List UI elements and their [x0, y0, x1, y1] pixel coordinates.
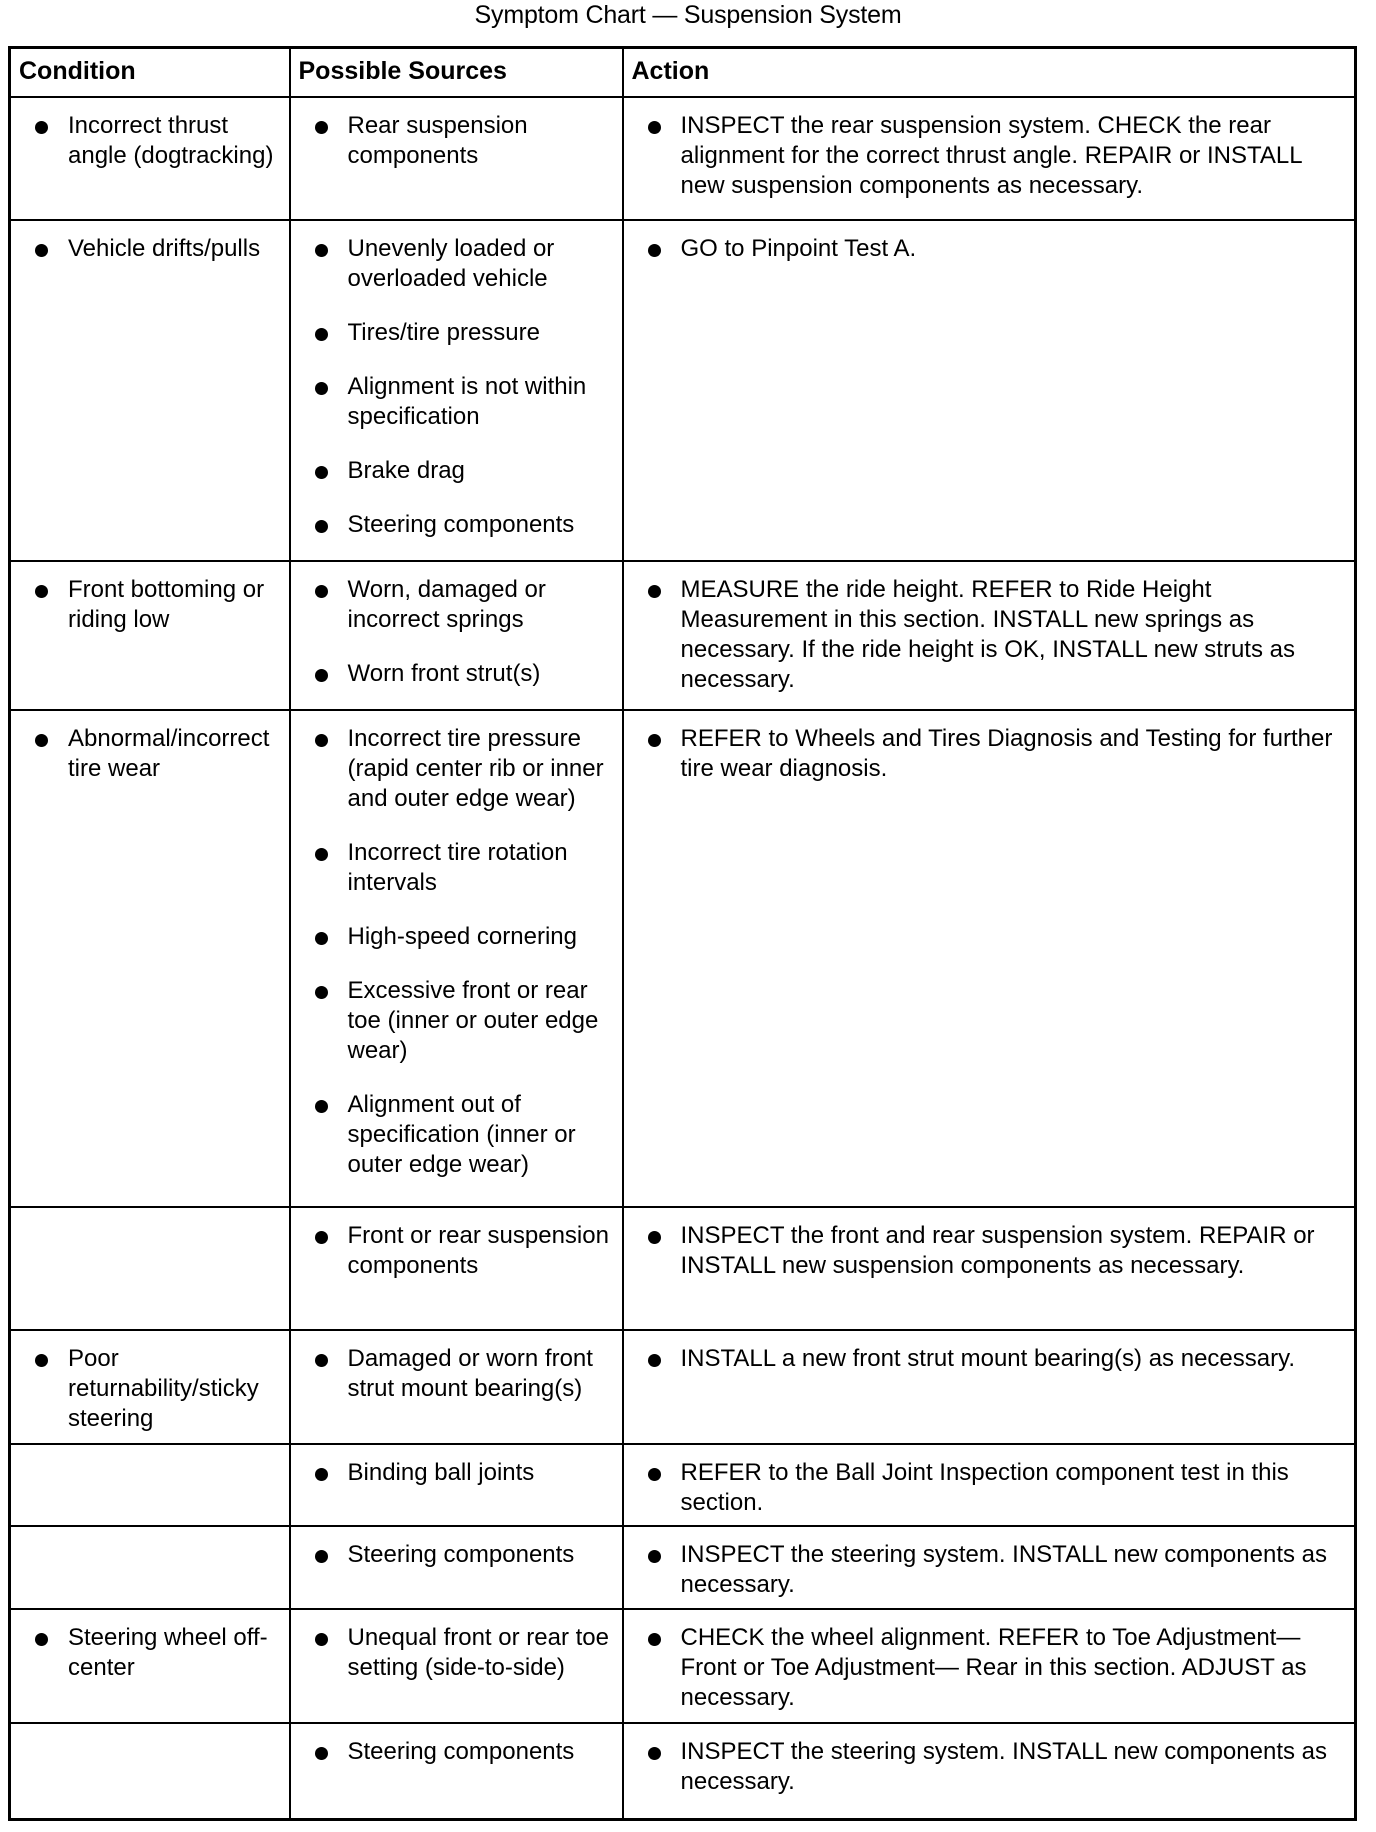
action-item: MEASURE the ride height. REFER to Ride Height Measurement in this section. INSTALL new springs as necessary. If the ride height is OK, INSTALL new struts as necessary. [624, 575, 1351, 695]
condition-item: Incorrect thrust angle (dogtracking) [11, 111, 285, 171]
action-list [624, 724, 1351, 784]
condition-list [11, 234, 285, 264]
condition-cell [10, 1723, 290, 1819]
condition-cell [10, 710, 290, 1207]
action-cell [623, 1526, 1356, 1609]
source-item: Worn, damaged or incorrect springs [291, 575, 618, 635]
condition-cell [10, 1330, 290, 1444]
possible-sources-list [291, 1737, 618, 1767]
condition-cell [10, 1207, 290, 1329]
source-item: High-speed cornering [291, 922, 618, 952]
source-item: Alignment out of specification (inner or outer edge wear) [291, 1090, 618, 1180]
action-cell [623, 1609, 1356, 1723]
condition-list [11, 1344, 285, 1434]
condition-cell [10, 1609, 290, 1723]
action-cell [623, 710, 1356, 1207]
action-item: INSPECT the steering system. INSTALL new components as necessary. [624, 1540, 1351, 1600]
condition-item: Vehicle drifts/pulls [11, 234, 285, 264]
possible-sources-list [291, 234, 618, 540]
condition-item: Poor returnability/sticky steering [11, 1344, 285, 1434]
action-list [624, 1737, 1351, 1797]
symptom-chart-table [8, 46, 1357, 1821]
source-item: Rear suspension components [291, 111, 618, 171]
action-cell [623, 1330, 1356, 1444]
possible-sources-list [291, 1623, 618, 1683]
action-cell [623, 1444, 1356, 1527]
table-row [10, 1330, 1356, 1444]
action-list [624, 1540, 1351, 1600]
action-cell [623, 561, 1356, 711]
action-list [624, 575, 1351, 695]
source-item: Binding ball joints [291, 1458, 618, 1488]
source-item: Steering components [291, 1737, 618, 1767]
action-item: CHECK the wheel alignment. REFER to Toe Adjustment—Front or Toe Adjustment— Rear in this section. ADJUST as necessary. [624, 1623, 1351, 1713]
source-item: Worn front strut(s) [291, 659, 618, 689]
source-item: Incorrect tire rotation intervals [291, 838, 618, 898]
header-action: Action [623, 48, 1356, 98]
condition-cell [10, 1526, 290, 1609]
possible-sources-list [291, 575, 618, 689]
header-possible-sources: Possible Sources [290, 48, 623, 98]
source-item: Damaged or worn front strut mount bearing(s) [291, 1344, 618, 1404]
possible-sources-list [291, 1344, 618, 1404]
possible-sources-list [291, 111, 618, 171]
table-row [10, 97, 1356, 220]
table-row [10, 1609, 1356, 1723]
condition-list [11, 724, 285, 784]
action-list [624, 234, 1351, 264]
table-row [10, 1723, 1356, 1819]
action-list [624, 1458, 1351, 1518]
condition-item: Front bottoming or riding low [11, 575, 285, 635]
condition-item: Abnormal/incorrect tire wear [11, 724, 285, 784]
source-item: Incorrect tire pressure (rapid center rib or inner and outer edge wear) [291, 724, 618, 814]
action-cell [623, 220, 1356, 560]
header-condition: Condition [10, 48, 290, 98]
possible-sources-cell [290, 1723, 623, 1819]
condition-cell [10, 220, 290, 560]
possible-sources-cell [290, 1609, 623, 1723]
action-list [624, 111, 1351, 201]
source-item: Brake drag [291, 456, 618, 486]
action-item: GO to Pinpoint Test A. [624, 234, 1351, 264]
source-item: Front or rear suspension components [291, 1221, 618, 1281]
source-item: Steering components [291, 510, 618, 540]
table-row [10, 1526, 1356, 1609]
possible-sources-list [291, 1458, 618, 1488]
possible-sources-cell [290, 561, 623, 711]
condition-list [11, 111, 285, 171]
possible-sources-list [291, 724, 618, 1180]
action-cell [623, 97, 1356, 220]
chart-body [10, 97, 1356, 1820]
action-item: INSTALL a new front strut mount bearing(s) as necessary. [624, 1344, 1351, 1374]
source-item: Unevenly loaded or overloaded vehicle [291, 234, 618, 294]
possible-sources-cell [290, 710, 623, 1207]
condition-item: Steering wheel off-center [11, 1623, 285, 1683]
source-item: Excessive front or rear toe (inner or outer edge wear) [291, 976, 618, 1066]
table-row [10, 561, 1356, 711]
action-item: REFER to Wheels and Tires Diagnosis and Testing for further tire wear diagnosis. [624, 724, 1351, 784]
condition-cell [10, 97, 290, 220]
possible-sources-list [291, 1221, 618, 1281]
table-row [10, 220, 1356, 560]
action-item: INSPECT the front and rear suspension system. REPAIR or INSTALL new suspension components as necessary. [624, 1221, 1351, 1281]
possible-sources-cell [290, 1526, 623, 1609]
source-item: Alignment is not within specification [291, 372, 618, 432]
source-item: Steering components [291, 1540, 618, 1570]
possible-sources-cell [290, 1444, 623, 1527]
condition-cell [10, 1444, 290, 1527]
condition-list [11, 575, 285, 635]
action-item: INSPECT the steering system. INSTALL new components as necessary. [624, 1737, 1351, 1797]
header-row [10, 48, 1356, 98]
table-row [10, 1444, 1356, 1527]
condition-list [11, 1623, 285, 1683]
possible-sources-cell [290, 1330, 623, 1444]
action-cell [623, 1723, 1356, 1819]
possible-sources-list [291, 1540, 618, 1570]
action-list [624, 1623, 1351, 1713]
action-list [624, 1344, 1351, 1374]
action-list [624, 1221, 1351, 1281]
action-cell [623, 1207, 1356, 1329]
chart-title: Symptom Chart — Suspension System [474, 1, 902, 29]
condition-cell [10, 561, 290, 711]
table-row [10, 710, 1356, 1207]
source-item: Unequal front or rear toe setting (side-to-side) [291, 1623, 618, 1683]
possible-sources-cell [290, 97, 623, 220]
possible-sources-cell [290, 1207, 623, 1329]
action-item: REFER to the Ball Joint Inspection component test in this section. [624, 1458, 1351, 1518]
source-item: Tires/tire pressure [291, 318, 618, 348]
action-item: INSPECT the rear suspension system. CHECK the rear alignment for the correct thrust angle. REPAIR or INSTALL new suspension components as necessary. [624, 111, 1351, 201]
possible-sources-cell [290, 220, 623, 560]
table-row [10, 1207, 1356, 1329]
